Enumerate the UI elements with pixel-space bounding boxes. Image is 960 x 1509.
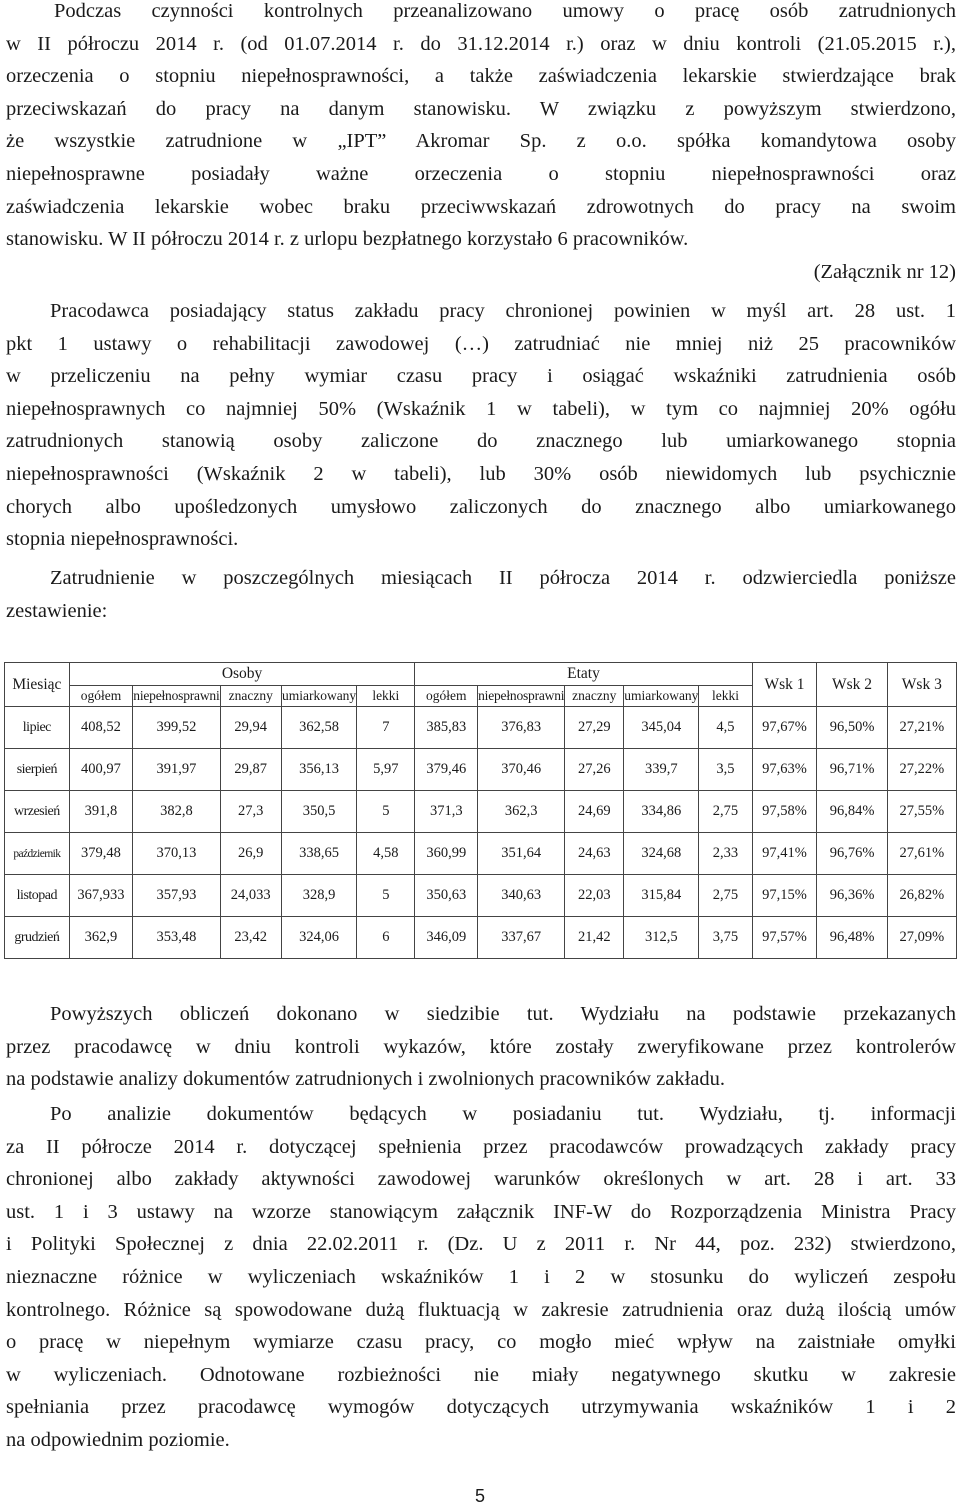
value-cell: 367,933 (69, 875, 133, 917)
text-line: chronionej albo zakłady aktywności zawodowej warunków określonych w art. 28 i art. 33 (6, 1168, 956, 1191)
text-line: stopnia niepełnosprawności. (6, 528, 239, 551)
value-cell: 5 (357, 875, 415, 917)
month-cell: listopad (5, 875, 70, 917)
value-cell: 362,9 (69, 917, 133, 959)
text-line: na odpowiednim poziomie. (6, 1428, 230, 1451)
value-cell: 315,84 (624, 875, 699, 917)
value-cell: 400,97 (69, 749, 133, 791)
value-cell: 370,13 (133, 833, 220, 875)
text-line: na podstawie analizy dokumentów zatrudnionych i zwolnionych pracowników zakładu. (6, 1068, 726, 1091)
value-cell: 29,87 (220, 749, 281, 791)
text-line: Zatrudnienie w poszczególnych miesiącach II półrocza 2014 r. odzwierciedla poniższe (50, 567, 956, 589)
value-cell: 26,9 (220, 833, 281, 875)
value-cell: 27,55% (887, 791, 956, 833)
col-header-lekki: lekki (699, 686, 752, 707)
value-cell: 328,9 (281, 875, 356, 917)
value-cell: 27,21% (887, 707, 956, 749)
value-cell: 350,5 (281, 791, 356, 833)
text-line: za II półrocze 2014 r. dotyczącej spełnienia przez pracodawców prowadzących zakłady pracy (6, 1135, 956, 1158)
page-number: 5 (474, 1486, 485, 1506)
text-line: Powyższych obliczeń dokonano w siedzibie tut. Wydziału na podstawie przekazanych (50, 1003, 956, 1025)
value-cell: 27,26 (565, 749, 624, 791)
value-cell: 27,22% (887, 749, 956, 791)
table-row (5, 833, 957, 875)
month-cell: lipiec (5, 707, 70, 749)
value-cell: 27,29 (565, 707, 624, 749)
value-cell: 24,033 (220, 875, 281, 917)
text-line: zaświadczenia lekarskie wobec braku przeciwwskazań zdrowotnych do pracy na swoim (6, 195, 956, 218)
value-cell: 312,5 (624, 917, 699, 959)
value-cell: 27,61% (887, 833, 956, 875)
wsk2-header: Wsk 2 (817, 663, 887, 707)
value-cell: 2,75 (699, 875, 752, 917)
value-cell: 6 (357, 917, 415, 959)
text-line: Pracodawca posiadający status zakładu pracy chronionej powinien w myśl art. 28 ust. 1 (50, 300, 956, 322)
text-line: w II półroczu 2014 r. (od 01.07.2014 r. do 31.12.2014 r.) oraz w dniu kontroli (21.05.2015 r.), (6, 32, 956, 55)
col-header-niepelnosprawni: niepełnosprawni (133, 686, 220, 707)
paragraph-table-intro (6, 562, 956, 627)
text-line: pkt 1 ustawy o rehabilitacji zawodowej (…) zatrudniać nie mniej niż 25 pracowników (6, 332, 956, 355)
text-line: zatrudnionych stanowią osoby zaliczone do znacznego lub umiarkowanego stopnia (6, 430, 956, 453)
col-header-znaczny: znaczny (565, 686, 624, 707)
text-line: kontrolnego. Różnice są spowodowane dużą fluktuacją w zakresie zatrudnienia oraz dużą ilością umów (6, 1298, 956, 1321)
value-cell: 3,5 (699, 749, 752, 791)
value-cell: 350,63 (415, 875, 478, 917)
text-line: że wszystkie zatrudnione w „IPT” Akromar Sp. z o.o. spółka komandytowa osoby (6, 130, 956, 153)
employment-table (4, 662, 957, 959)
value-cell: 97,67% (752, 707, 817, 749)
month-cell: październik (5, 833, 70, 875)
value-cell: 385,83 (415, 707, 478, 749)
value-cell: 4,58 (357, 833, 415, 875)
value-cell: 360,99 (415, 833, 478, 875)
value-cell: 324,68 (624, 833, 699, 875)
value-cell: 391,8 (69, 791, 133, 833)
text-line: przez pracodawcę w dniu kontroli wykazów, które zostały zweryfikowane przez kontrolerów (6, 1035, 956, 1058)
value-cell: 379,48 (69, 833, 133, 875)
value-cell: 408,52 (69, 707, 133, 749)
value-cell: 345,04 (624, 707, 699, 749)
value-cell: 346,09 (415, 917, 478, 959)
col-header-ogolem: ogółem (415, 686, 478, 707)
text-line: orzeczenia o stopniu niepełnosprawności, a także zaświadczenia lekarskie stwierdzające brak (6, 65, 956, 88)
paragraph-analysis-findings (6, 1098, 956, 1457)
value-cell: 357,93 (133, 875, 220, 917)
table-row (5, 791, 957, 833)
text-line: o pracę w niepełnym wymiarze czasu pracy, co mogło mieć wpływ na zaistniałe omyłki (6, 1331, 956, 1354)
value-cell: 97,58% (752, 791, 817, 833)
col-header-lekki: lekki (357, 686, 415, 707)
paragraph-employer-requirements (6, 295, 956, 556)
value-cell: 21,42 (565, 917, 624, 959)
value-cell: 2,75 (699, 791, 752, 833)
value-cell: 24,69 (565, 791, 624, 833)
wsk1-header: Wsk 1 (752, 663, 817, 707)
value-cell: 362,58 (281, 707, 356, 749)
value-cell: 96,76% (817, 833, 887, 875)
month-cell: sierpień (5, 749, 70, 791)
value-cell: 379,46 (415, 749, 478, 791)
paragraph-calculations-note (6, 998, 956, 1096)
value-cell: 97,63% (752, 749, 817, 791)
value-cell: 370,46 (478, 749, 565, 791)
text-line: spełniania przez pracodawcę wymogów dotyczących utrzymywania wskaźników 1 i 2 (6, 1396, 956, 1419)
value-cell: 96,71% (817, 749, 887, 791)
text-line: ust. 1 i 3 ustawy na wzorze stanowiącym załącznik INF-W do Rozporządzenia Ministra Pracy (6, 1200, 956, 1223)
value-cell: 4,5 (699, 707, 752, 749)
value-cell: 96,48% (817, 917, 887, 959)
table-row (5, 707, 957, 749)
value-cell: 5 (357, 791, 415, 833)
value-cell: 27,3 (220, 791, 281, 833)
text-line: i Polityki Społecznej z dnia 22.02.2011 r. (Dz. U z 2011 r. Nr 44, poz. 232) stwierdzono, (6, 1233, 956, 1256)
text-line: w wyliczeniach. Odnotowane rozbieżności nie miały negatywnego skutku w zakresie (6, 1363, 956, 1386)
value-cell: 29,94 (220, 707, 281, 749)
month-cell: grudzień (5, 917, 70, 959)
value-cell: 340,63 (478, 875, 565, 917)
col-header-umiarkowany: umiarkowany (281, 686, 356, 707)
value-cell: 97,41% (752, 833, 817, 875)
col-header-ogolem: ogółem (69, 686, 133, 707)
value-cell: 5,97 (357, 749, 415, 791)
table-row (5, 749, 957, 791)
value-cell: 356,13 (281, 749, 356, 791)
text-line: niepełnosprawności (Wskaźnik 2 w tabeli), lub 30% osób niewidomych lub psychicznie (6, 462, 956, 485)
col-header-niepelnosprawni: niepełnosprawni (478, 686, 565, 707)
value-cell: 334,86 (624, 791, 699, 833)
wsk3-header: Wsk 3 (887, 663, 956, 707)
value-cell: 96,36% (817, 875, 887, 917)
value-cell: 382,8 (133, 791, 220, 833)
value-cell: 362,3 (478, 791, 565, 833)
value-cell: 26,82% (887, 875, 956, 917)
value-cell: 353,48 (133, 917, 220, 959)
value-cell: 324,06 (281, 917, 356, 959)
text-line: niepełnosprawnych co najmniej 50% (Wskaźnik 1 w tabeli), w tym co najmniej 20% ogółu (6, 397, 956, 420)
value-cell: 24,63 (565, 833, 624, 875)
group-header-osoby: Osoby (69, 663, 415, 686)
group-header-etaty: Etaty (415, 663, 752, 686)
text-line: niepełnosprawne posiadały ważne orzeczenia o stopniu niepełnosprawności oraz (6, 162, 956, 185)
text-line: Podczas czynności kontrolnych przeanalizowano umowy o pracę osób zatrudnionych (54, 0, 956, 22)
value-cell: 2,33 (699, 833, 752, 875)
value-cell: 376,83 (478, 707, 565, 749)
value-cell: 97,15% (752, 875, 817, 917)
value-cell: 97,57% (752, 917, 817, 959)
text-line: nieznaczne różnice w wyliczeniach wskaźników 1 i 2 w stosunku do wyliczeń zespołu (6, 1265, 956, 1288)
value-cell: 27,09% (887, 917, 956, 959)
value-cell: 96,50% (817, 707, 887, 749)
value-cell: 371,3 (415, 791, 478, 833)
value-cell: 338,65 (281, 833, 356, 875)
col-header-umiarkowany: umiarkowany (624, 686, 699, 707)
value-cell: 399,52 (133, 707, 220, 749)
text-line: Po analizie dokumentów będących w posiadaniu tut. Wydziału, tj. informacji (50, 1103, 956, 1125)
month-header: Miesiąc (5, 663, 70, 707)
attachment-note: (Załącznik nr 12) (813, 260, 956, 283)
text-line: chorych albo upośledzonych umysłowo zaliczonych do znacznego albo umiarkowanego (6, 495, 956, 518)
value-cell: 23,42 (220, 917, 281, 959)
value-cell: 96,84% (817, 791, 887, 833)
table-row (5, 875, 957, 917)
value-cell: 22,03 (565, 875, 624, 917)
table-body (5, 707, 957, 959)
text-line: stanowisku. W II półroczu 2014 r. z urlopu bezpłatnego korzystało 6 pracowników. (6, 228, 689, 251)
table-row (5, 917, 957, 959)
value-cell: 351,64 (478, 833, 565, 875)
paragraph-contracts-review (6, 0, 956, 288)
value-cell: 3,75 (699, 917, 752, 959)
text-line: w przeliczeniu na pełny wymiar czasu pracy i osiągać wskaźniki zatrudnienia osób (6, 365, 956, 388)
text-line: zestawienie: (6, 599, 108, 622)
value-cell: 391,97 (133, 749, 220, 791)
text-line: przeciwskazań do pracy na danym stanowisku. W związku z powyższym stwierdzono, (6, 97, 956, 120)
value-cell: 7 (357, 707, 415, 749)
value-cell: 339,7 (624, 749, 699, 791)
col-header-znaczny: znaczny (220, 686, 281, 707)
month-cell: wrzesień (5, 791, 70, 833)
value-cell: 337,67 (478, 917, 565, 959)
